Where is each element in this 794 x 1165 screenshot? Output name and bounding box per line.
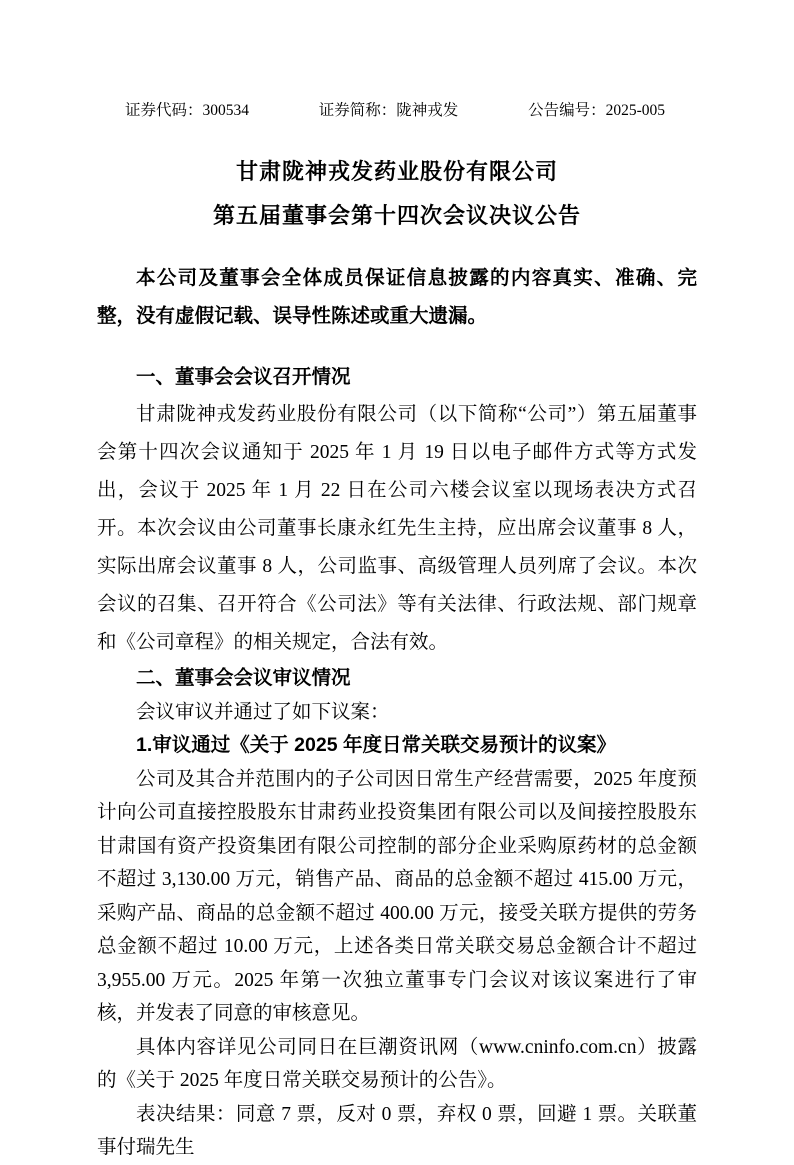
company-name: 甘肃陇神戎发药业股份有限公司 [235,159,558,184]
section2-intro: 会议审议并通过了如下议案： [136,701,390,723]
section-meeting-convening [97,358,697,662]
section1-paragraph: 甘肃陇神戎发药业股份有限公司（以下简称“公司”）第五届董事会第十四次会议通知于 2025 年 1 月 19 日以电子邮件方式等方式发出，会议于 2025 年 1 月 22 日在公司六楼会议室以现场表决方式召开。本次会议由公司董事长康永红先生主持，应出席会议董事 8 人，实际出席会议董事 8 人，公司监事、高级管理人员列席了会议。本次会议的召集、召开符合《公司法》等有关法律、行政法规、部门规章和《公司章程》的相关规定，合法有效。 [97,404,697,653]
section2-heading: 二、董事会会议审议情况 [136,667,351,689]
stock-abbr: 证券简称：陇神戎发 [318,102,459,119]
proposal1-disclosure-reference: 具体内容详见公司同日在巨潮资讯网（www.cninfo.com.cn）披露的《关于 2025 年度日常关联交易预计的公告》。 [97,1036,697,1091]
document-title: 第五届董事会第十四次会议决议公告 [212,203,581,228]
announcement-number: 公告编号：2025-005 [528,102,665,119]
proposal1-details: 公司及其合并范围内的子公司因日常生产经营需要，2025 年度预计向公司直接控股股东甘肃药业投资集团有限公司以及间接控股股东甘肃国有资产投资集团有限公司控制的部分企业采购原药材的总金额不超过 3,130.00 万元，销售产品、商品的总金额不超过 415.00 万元，采购产品、商品的总金额不超过 400.00 万元，接受关联方提供的劳务总金额不超过 10.00 万元，上述各类日常关联交易总金额合计不超过 3,955.00 万元。2025 年第一次独立董事专门会议对该议案进行了审核，并发表了同意的审核意见。 [97,768,697,1024]
section1-heading: 一、董事会会议召开情况 [136,366,351,388]
proposal1-heading: 1.审议通过《关于 2025 年度日常关联交易预计的议案》 [136,734,616,756]
section-meeting-review [97,662,697,1165]
stock-code: 证券代码：300534 [125,102,250,119]
document-header [97,101,697,121]
title-block [97,150,697,238]
disclaimer-statement: 本公司及董事会全体成员保证信息披露的内容真实、准确、完整，没有虚假记载、误导性陈述或重大遗漏。 [97,268,697,327]
proposal1-vote-result: 表决结果：同意 7 票，反对 0 票，弃权 0 票，回避 1 票。关联董事付瑞先生 [97,1103,697,1158]
